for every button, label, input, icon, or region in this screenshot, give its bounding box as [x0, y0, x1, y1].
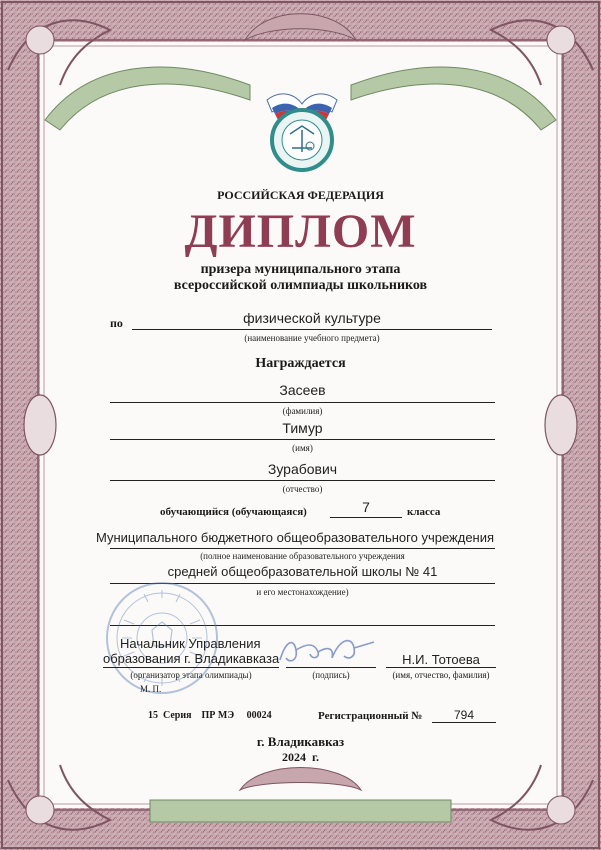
official-name-line: [386, 667, 496, 668]
subtitle-line1: призера муниципального этапа: [200, 262, 401, 277]
firstname-value: Тимур: [282, 420, 323, 436]
grade-value: 7: [362, 499, 370, 515]
organizer-line: [103, 667, 279, 668]
subject-caption: (наименование учебного предмета): [244, 333, 380, 343]
registration-line: [432, 722, 496, 723]
olympiad-emblem-icon: [252, 78, 352, 178]
city-text: г. Владикавказ: [256, 734, 345, 749]
surname-line: [110, 402, 495, 403]
subject-line: [132, 329, 492, 330]
serial-text: 15 Серия ПР МЭ 00024: [148, 710, 272, 721]
handwritten-signature-icon: [272, 630, 382, 672]
organizer-caption: (организатор этапа олимпиады): [130, 670, 252, 680]
grade-suffix: класса: [407, 506, 441, 518]
firstname-caption: (имя): [292, 443, 313, 453]
patronymic-value: Зурабович: [267, 461, 338, 477]
registration-label: Регистрационный №: [318, 710, 423, 722]
school-line2: средней общеобразовательной школы № 41: [167, 564, 438, 579]
grade-line: [330, 517, 402, 518]
surname-caption: (фамилия): [282, 406, 323, 416]
school-line1-rule: [110, 548, 495, 549]
patronymic-line: [110, 480, 495, 481]
signature-caption: (подпись): [312, 670, 350, 680]
firstname-line: [110, 439, 495, 440]
awarded-label: Награждается: [255, 356, 346, 371]
school-line1: Муниципального бюджетного общеобразовательного учреждения: [95, 530, 495, 545]
organizer-line2: образования г. Владикавказа: [103, 651, 280, 666]
school-caption1: (полное наименование образовательного учреждения: [200, 551, 405, 561]
registration-value: 794: [453, 708, 475, 722]
official-name-caption: (имя, отчество, фамилия): [392, 670, 490, 680]
grade-label: обучающийся (обучающаяся): [160, 506, 307, 518]
subject-value: физической культуре: [243, 310, 381, 326]
subtitle-line2: всероссийской олимпиады школьников: [173, 278, 428, 293]
school-caption2: и его местонахождение): [256, 587, 349, 597]
organizer-line1: Начальник Управления: [120, 636, 261, 651]
patronymic-caption: (отчество): [282, 484, 323, 494]
country-heading: РОССИЙСКАЯ ФЕДЕРАЦИЯ: [217, 188, 384, 202]
official-name: Н.И. Тотоева: [402, 652, 480, 667]
subject-prefix: по: [110, 316, 123, 330]
surname-value: Засеев: [279, 382, 326, 398]
stamp-caption: М. П.: [140, 684, 162, 694]
diploma-title: ДИПЛОМ: [184, 205, 417, 258]
year-text: 2024 г.: [281, 750, 320, 764]
signature-line: [286, 667, 376, 668]
